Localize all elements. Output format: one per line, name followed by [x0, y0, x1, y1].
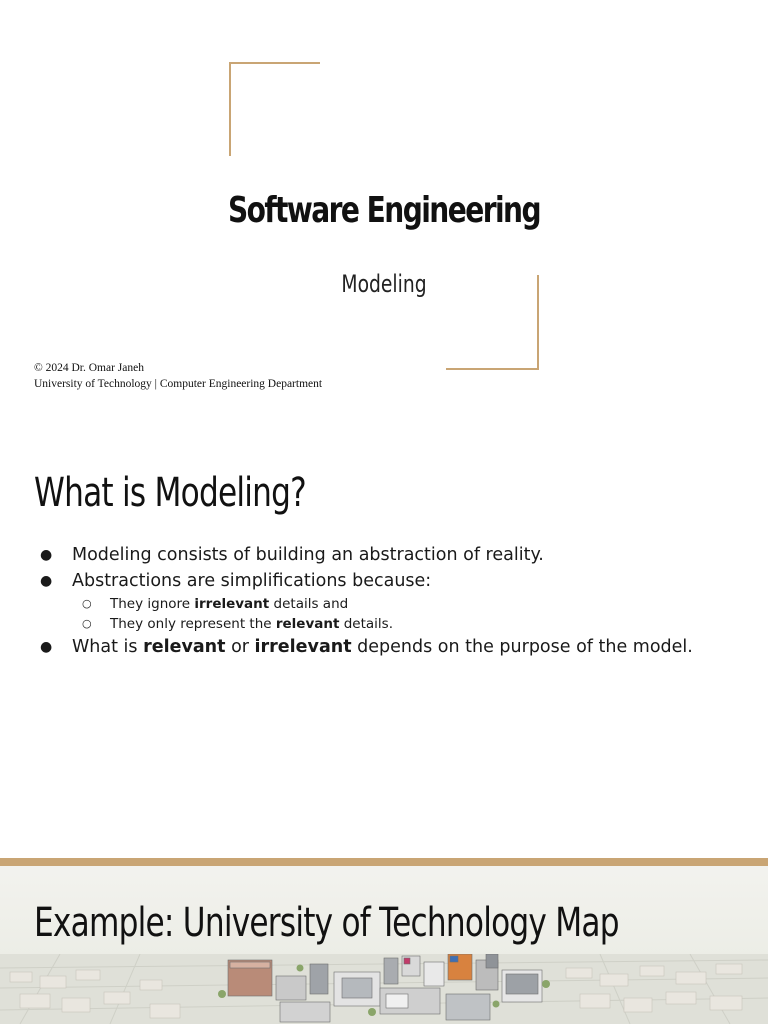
campus-map-image: [0, 954, 768, 1024]
decorative-corner-top-left: [229, 62, 320, 156]
bullet-text: [72, 634, 693, 660]
text-fragment: or: [225, 637, 255, 657]
content-heading: What is Modeling?: [34, 470, 306, 516]
text-fragment: What is: [72, 637, 144, 657]
text-fragment: They only represent the: [110, 616, 276, 632]
slide-title: Software Engineering: [227, 190, 541, 231]
emphasis-text: irrelevant: [254, 637, 352, 657]
slide-subtitle: Modeling: [341, 270, 427, 298]
emphasis-text: relevant: [143, 637, 226, 657]
example-heading: Example: University of Technology Map: [34, 900, 619, 946]
sub-bullet-circle-icon: ○: [82, 597, 92, 610]
sub-bullet-item: [0, 594, 768, 614]
copyright-institution: University of Technology | Computer Engineering Department: [34, 378, 323, 390]
text-fragment: details and: [269, 596, 349, 612]
text-fragment: details.: [339, 616, 393, 632]
copyright-notice: [34, 360, 322, 392]
bullet-text: Modeling consists of building an abstraction of reality.: [72, 545, 544, 565]
bullet-item: [0, 568, 768, 594]
accent-bar: [0, 858, 768, 866]
title-slide: [0, 0, 768, 430]
sub-bullet-item: [0, 614, 768, 634]
content-slide: [0, 430, 768, 858]
text-fragment: They ignore: [110, 596, 195, 612]
bullet-item: [0, 634, 768, 660]
bullet-dot-icon: ●: [40, 573, 53, 589]
emphasis-text: irrelevant: [194, 596, 270, 612]
bullet-dot-icon: ●: [40, 547, 53, 563]
bullet-text: Abstractions are simplifications because:: [72, 571, 432, 591]
sub-bullet-text: [110, 614, 393, 634]
bullet-item: [0, 542, 768, 568]
bullet-list: [0, 542, 768, 660]
text-fragment: depends on the purpose of the model.: [351, 637, 693, 657]
sub-bullet-circle-icon: ○: [82, 617, 92, 630]
example-slide: [0, 858, 768, 1024]
emphasis-text: relevant: [275, 616, 340, 632]
bullet-dot-icon: ●: [40, 639, 53, 655]
sub-bullet-text: [110, 594, 348, 614]
copyright-author: © 2024 Dr. Omar Janeh: [34, 362, 144, 374]
